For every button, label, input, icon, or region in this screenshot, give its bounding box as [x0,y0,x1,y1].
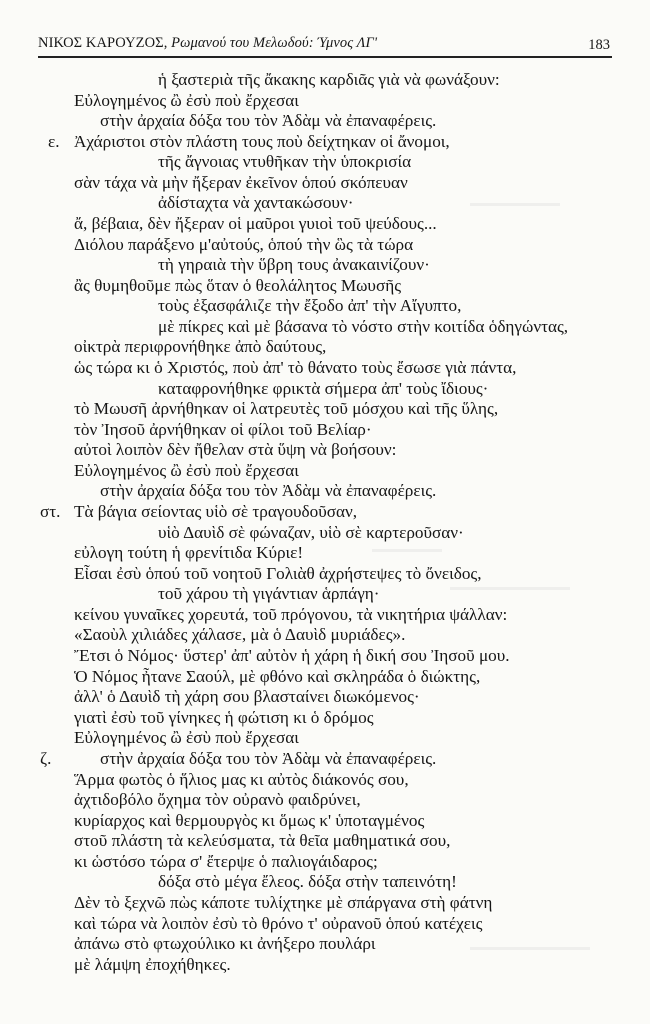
verse-line: Ἔτσι ὁ Νόμος· ὕστερ' ἀπ' αὐτὸν ἡ χάρη ἡ δική σου Ἰησοῦ μου. [74,646,510,665]
verse-line: καὶ τώρα νὰ λοιπὸν ἐσὺ τὸ θρόνο τ' οὐρανοῦ ὁπού κατέχεις [74,914,483,933]
stanza-marker-e: ε. [48,132,60,151]
verse-line: στὴν ἀρχαία δόξα του τὸν Ἀδὰμ νὰ ἐπαναφέρεις. [100,111,437,130]
bleed-through-mark [470,947,590,950]
verse-line: κυρίαρχος καὶ θερμουργὸς κι ὅμως κ' ὑποταγμένος [74,811,425,830]
verse-line: τοὺς ἐξασφάλιζε τὴν ἔξοδο ἀπ' τὴν Αἴγυπτο, [158,296,462,315]
verse-line: Εὐλογημένος ὢ ἐσὺ ποὺ ἔρχεσαι [74,728,299,747]
verse-line: ἄ, βέβαια, δὲν ἤξεραν οἱ μαῦροι γυιοὶ τοῦ ψεύδους... [74,214,437,233]
verse-line: καταφρονήθηκε φρικτὰ σήμερα ἀπ' τοὺς ἴδιους· [158,379,489,398]
verse-line: τὸν Ἰησοῦ ἀρνήθηκαν οἱ φίλοι τοῦ Βελίαρ· [74,420,372,439]
verse-line: στοῦ πλάστη τὰ κελεύσματα, τὰ θεῖα μαθηματικά σου, [74,831,451,850]
verse-line: Διόλου παράξενο μ'αὐτούς, ὁπού τὴν ὣς τὰ τώρα [74,235,414,254]
verse-line: ἀλλ' ὁ Δαυὶδ τὴ χάρη σου βλασταίνει διωκόμενος· [74,687,420,706]
verse-line: στὴν ἀρχαία δόξα του τὸν Ἀδὰμ νὰ ἐπαναφέρεις. [100,749,437,768]
stanza-marker-z: ζ. [40,749,52,768]
verse-line: δόξα στὸ μέγα ἔλεος. δόξα στὴν ταπεινότη! [158,872,457,891]
verse-line: Εὐλογημένος ὢ ἐσὺ ποὺ ἔρχεσαι [74,461,299,480]
verse-line: μὲ πίκρες καὶ μὲ βάσανα τὸ νόστο στὴν κοιτίδα ὁδηγώντας, [158,317,569,336]
page-number: 183 [588,37,610,53]
verse-line: αὐτοὶ λοιπὸν δὲν ἤθελαν στὰ ὕψη νὰ βοήσουν: [74,440,397,459]
running-head [38,35,377,52]
verse-line: κείνου γυναῖκες χορευτά, τοῦ πρόγονου, τὰ νικητήρια ψάλλαν: [74,605,508,624]
work-title: Ρωμανού του Μελωδού: Ύμνος ΛΓ' [171,35,378,51]
author-name: ΝΙΚΟΣ ΚΑΡΟΥΖΟΣ, [38,35,168,51]
stanza-marker-st: στ. [40,502,61,521]
verse-line: Τὰ βάγια σείοντας υἱὸ σὲ τραγουδοῦσαν, [74,502,358,521]
verse-line: ἀπάνω στὸ φτωχούλικο κι ἀνήξερο πουλάρι [74,934,376,953]
verse-line: μὲ λάμψη ἐποχήθηκες. [74,955,231,974]
verse-line: Ὁ Νόμος ἦτανε Σαούλ, μὲ φθόνο καὶ σκληράδα ὁ διώκτης, [74,667,481,686]
verse-line: ἂς θυμηθοῦμε πὼς ὅταν ὁ θεολάλητος Μωυσῆς [74,276,401,295]
verse-line: στὴν ἀρχαία δόξα του τὸν Ἀδὰμ νὰ ἐπαναφέρεις. [100,481,437,500]
bleed-through-mark [470,203,560,206]
verse-line: οἰκτρὰ περιφρονήθηκε ἀπὸ δαύτους, [74,337,327,356]
verse-line: ὡς τώρα κι ὁ Χριστός, ποὺ ἀπ' τὸ θάνατο τοὺς ἔσωσε γιὰ πάντα, [74,358,517,377]
verse-line: σὰν τάχα νὰ μὴν ἤξεραν ἐκεῖνον ὁπού σκόπευαν [74,173,408,192]
running-header [38,30,612,58]
verse-line: τοῦ χάρου τὴ γιγάντιαν ἁρπάγη· [158,584,380,603]
verse-line: τῆς ἄγνοιας ντυθῆκαν τὴν ὑποκρισία [158,152,412,171]
verse-line: υἱὸ Δαυὶδ σὲ φώναζαν, υἱὸ σὲ καρτεροῦσαν· [158,523,464,542]
bleed-through-mark [450,587,570,590]
verse-line: γιατὶ ἐσὺ τοῦ γίνηκες ἡ φώτιση κι ὁ δρόμος [74,708,374,727]
verse-line: ἡ ξαστεριὰ τῆς ἄκακης καρδιᾶς γιὰ νὰ φωνάξουν: [158,70,500,89]
verse-line: ἀχτιδοβόλο ὄχημα τὸν οὐρανὸ φαιδρύνει, [74,790,361,809]
verse-line: κι ὡστόσο τώρα σ' ἔτερψε ὁ παλιογάιδαρος; [74,852,378,871]
bleed-through-mark [372,549,442,552]
verse-line: τὴ γηραιὰ τὴν ὕβρη τους ἀνακαινίζουν· [158,255,430,274]
verse-line: Ἀχάριστοι στὸν πλάστη τους ποὺ δείχτηκαν οἱ ἄνομοι, [74,132,450,151]
verse-line: Εὐλογημένος ὢ ἐσὺ ποὺ ἔρχεσαι [74,91,299,110]
verse-line: Εἶσαι ἐσὺ ὁπού τοῦ νοητοῦ Γολιὰθ ἀχρήστεψες τὸ ὄνειδος, [74,564,482,583]
verse-line: τὸ Μωυσῆ ἀρνήθηκαν οἱ λατρευτὲς τοῦ μόσχου καὶ τῆς ὕλης, [74,399,499,418]
verse-line: εὐλογη τούτη ἡ φρενίτιδα Κύριε! [74,543,304,562]
verse-line: Δὲν τὸ ξεχνῶ πὼς κάποτε τυλίχτηκε μὲ σπάργανα στὴ φάτνη [74,893,493,912]
verse-line: «Σαοὺλ χιλιάδες χάλασε, μὰ ὁ Δαυὶδ μυριάδες». [74,625,406,644]
verse-line: ἀδίσταχτα νὰ χαντακώσουν· [158,193,354,212]
verse-line: Ἅρμα φωτὸς ὁ ἥλιος μας κι αὐτὸς διάκονός σου, [74,770,409,789]
